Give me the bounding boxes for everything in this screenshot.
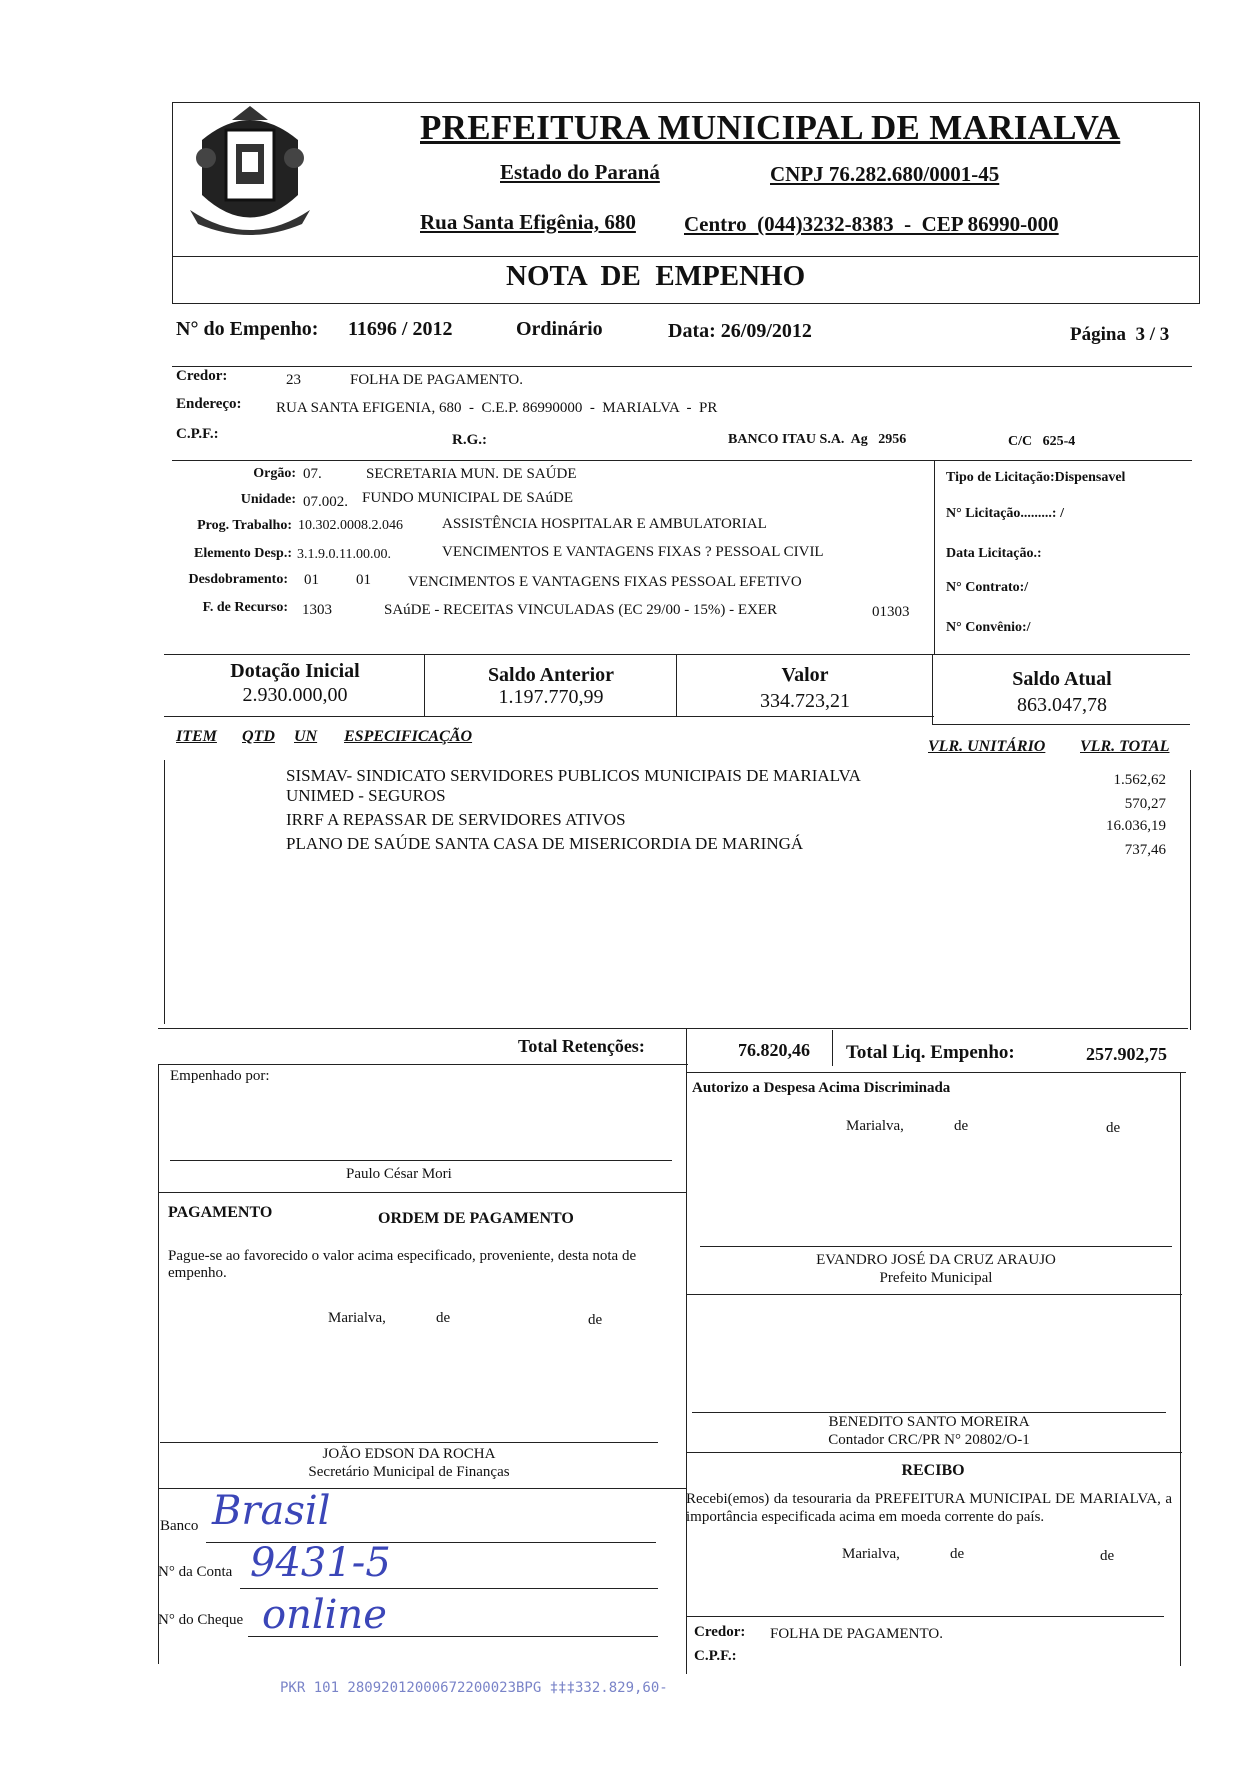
credor-address: RUA SANTA EFIGENIA, 680 - C.E.P. 86990000 - MARIALVA - PR (276, 400, 718, 416)
divider (158, 1064, 688, 1065)
autorizo-label: Autorizo a Despesa Acima Discriminada (692, 1080, 951, 1096)
recibo-cpf-label: C.P.F.: (694, 1648, 737, 1664)
divider (686, 1072, 687, 1674)
banco-label: Banco (160, 1518, 199, 1534)
item-total: 570,27 (1124, 796, 1166, 812)
autorizo-de: de (954, 1118, 969, 1134)
credor-rg-label: R.G.: (452, 432, 487, 448)
desdobramento-label: Desdobramento: (188, 572, 288, 587)
saldo-atual-value: 863.047,78 (1017, 694, 1107, 716)
saldo-anterior-label: Saldo Anterior (487, 664, 615, 686)
prefeito-name: EVANDRO JOSÉ DA CRUZ ARAUJO (816, 1252, 1056, 1268)
orgao-code: 07. (303, 466, 322, 482)
autorizo-place: Marialva, (846, 1118, 904, 1134)
credor-code: 23 (286, 372, 301, 388)
cheque-handwriting: online (262, 1592, 387, 1638)
divider (676, 654, 677, 716)
recurso-code: 1303 (302, 602, 332, 618)
conta-label: N° da Conta (158, 1564, 233, 1580)
recibo-de: de (950, 1546, 965, 1562)
field-line (248, 1636, 658, 1637)
divider (164, 716, 934, 717)
retencoes-label: Total Retenções: (518, 1036, 645, 1056)
signature-line (686, 1616, 1164, 1617)
pagamento-place: Marialva, (328, 1310, 386, 1326)
recurso-label: F. de Recurso: (202, 600, 288, 615)
cheque-label: N° do Cheque (158, 1612, 244, 1628)
unidade-label: Unidade: (240, 492, 296, 507)
pagamento-label: PAGAMENTO (168, 1204, 273, 1221)
banco-handwriting: Brasil (212, 1488, 331, 1534)
recibo-de: de (1100, 1548, 1115, 1564)
dotacao-value: 2.930.000,00 (242, 684, 348, 706)
empenho-date: Data: 26/09/2012 (668, 320, 812, 342)
unidade-code: 07.002. (303, 494, 348, 510)
elemento-name: VENCIMENTOS E VANTAGENS FIXAS ? PESSOAL CIVIL (442, 544, 824, 560)
recibo-place: Marialva, (842, 1546, 900, 1562)
divider (424, 654, 425, 716)
credor-address-label: Endereço: (176, 396, 242, 412)
pagamento-de: de (588, 1312, 603, 1328)
divider (686, 1294, 1182, 1295)
address-label: Rua Santa Efigênia, 680 (420, 210, 636, 234)
liquido-value: 257.902,75 (1086, 1044, 1167, 1064)
data-licitacao: Data Licitação.: (946, 546, 1042, 561)
orgao-label: Orgão: (253, 466, 296, 481)
recurso-name: SAúDE - RECEITAS VINCULADAS (EC 29/00 - 15%) - EXER (384, 602, 778, 618)
col-un: UN (294, 728, 318, 745)
valor-value: 334.723,21 (760, 690, 850, 712)
divider (1190, 770, 1191, 1030)
col-vlr-unitario: VLR. UNITÁRIO (928, 738, 1046, 755)
item-desc: IRRF A REPASSAR DE SERVIDORES ATIVOS (286, 810, 626, 829)
desdobramento-code: 01 (356, 572, 371, 588)
divider (934, 460, 935, 654)
dotacao-label: Dotação Inicial (230, 660, 360, 682)
col-especificacao: ESPECIFICAÇÃO (344, 728, 473, 745)
coat-of-arms-logo (182, 100, 318, 240)
tipo-licitacao: Tipo de Licitação:Dispensavel (946, 470, 1126, 485)
signature-line (170, 1160, 672, 1161)
contador-role: Contador CRC/PR N° 20802/O-1 (828, 1432, 1030, 1448)
credor-label: Credor: (176, 368, 228, 384)
orgao-name: SECRETARIA MUN. DE SAÚDE (366, 466, 577, 482)
field-line (240, 1588, 658, 1589)
programa-code: 10.302.0008.2.046 (298, 518, 403, 533)
unidade-name: FUNDO MUNICIPAL DE SAúDE (362, 490, 573, 506)
numero-licitacao: N° Licitação.........: / (946, 506, 1064, 521)
conta-handwriting: 9431-5 (250, 1540, 391, 1586)
municipality-title: PREFEITURA MUNICIPAL DE MARIALVA (420, 108, 1121, 147)
autorizo-de: de (1106, 1120, 1121, 1136)
programa-label: Prog. Trabalho: (197, 518, 292, 533)
saldo-atual-label: Saldo Atual (1012, 668, 1112, 690)
empenho-number-label: N° do Empenho: (176, 318, 319, 340)
divider (158, 1192, 686, 1193)
recibo-label: RECIBO (901, 1462, 965, 1479)
pagamento-text: Pague-se ao favorecido o valor acima especificado, proveniente, desta nota de empenho. (168, 1248, 637, 1281)
state-label: Estado do Paraná (500, 160, 660, 184)
recurso-code-2: 01303 (872, 604, 910, 620)
divider (686, 1452, 1182, 1453)
numero-convenio: N° Convênio:/ (946, 620, 1031, 635)
divider (172, 366, 1192, 367)
pagamento-de: de (436, 1310, 451, 1326)
elemento-code: 3.1.9.0.11.00.00. (297, 547, 391, 562)
signature-line (692, 1412, 1166, 1413)
desdobramento-code: 01 (304, 572, 319, 588)
cnpj-label: CNPJ 76.282.680/0001-45 (770, 162, 1000, 186)
divider (172, 256, 1198, 257)
signature-line (160, 1442, 658, 1443)
divider (932, 654, 933, 724)
document-title: NOTA DE EMPENHO (506, 260, 806, 292)
retencoes-value: 76.820,46 (738, 1040, 810, 1060)
numero-contrato: N° Contrato:/ (946, 580, 1029, 595)
col-vlr-total: VLR. TOTAL (1080, 738, 1170, 755)
prefeito-role: Prefeito Municipal (879, 1270, 993, 1286)
desdobramento-name: VENCIMENTOS E VANTAGENS FIXAS PESSOAL EFETIVO (408, 574, 802, 590)
recibo-credor-label: Credor: (694, 1624, 746, 1640)
elemento-label: Elemento Desp.: (194, 546, 292, 561)
item-total: 16.036,19 (1106, 818, 1166, 834)
divider (686, 1072, 1186, 1073)
empenho-type: Ordinário (516, 318, 603, 340)
programa-name: ASSISTÊNCIA HOSPITALAR E AMBULATORIAL (442, 516, 767, 532)
credor-account: C/C 625-4 (1008, 434, 1076, 449)
divider (172, 460, 1192, 461)
credor-bank: BANCO ITAU S.A. Ag 2956 (728, 432, 907, 447)
recibo-text: Recebi(emos) da tesouraria da PREFEITURA MUNICIPAL DE MARIALVA, a importância especificada acima em moeda corrente do país. (686, 1491, 1172, 1525)
credor-cpf-label: C.P.F.: (176, 426, 219, 442)
liquido-label: Total Liq. Empenho: (846, 1042, 1015, 1063)
divider (932, 724, 1190, 725)
saldo-anterior-value: 1.197.770,99 (498, 686, 604, 708)
empenho-number: 11696 / 2012 (348, 318, 453, 340)
divider (686, 1028, 687, 1072)
item-desc: PLANO DE SAÚDE SANTA CASA DE MISERICORDIA DE MARINGÁ (286, 834, 804, 853)
divider (164, 654, 1190, 655)
item-total: 737,46 (1124, 842, 1166, 858)
secretario-name: JOÃO EDSON DA ROCHA (322, 1446, 496, 1462)
ordem-pagamento-label: ORDEM DE PAGAMENTO (378, 1210, 574, 1227)
divider (832, 1030, 833, 1066)
secretario-role: Secretário Municipal de Finanças (308, 1464, 510, 1480)
contador-name: BENEDITO SANTO MOREIRA (828, 1414, 1030, 1430)
col-qtd: QTD (242, 728, 275, 745)
contact-label: Centro (044)3232-8383 - CEP 86990-000 (684, 212, 1059, 236)
page-number: Página 3 / 3 (1070, 324, 1170, 345)
empenhado-name: Paulo César Mori (346, 1166, 452, 1182)
item-desc: UNIMED - SEGUROS (286, 786, 446, 805)
item-desc: SISMAV- SINDICATO SERVIDORES PUBLICOS MUNICIPAIS DE MARIALVA (286, 766, 861, 785)
divider (164, 760, 165, 1024)
payment-stamp: PKR 101 28092012000672200023BPG ‡‡‡332.829,60- (280, 1680, 668, 1696)
signature-line (700, 1246, 1172, 1247)
col-item: ITEM (176, 728, 217, 745)
divider (158, 1028, 1188, 1029)
credor-name: FOLHA DE PAGAMENTO. (350, 372, 523, 388)
item-total: 1.562,62 (1113, 772, 1166, 788)
valor-label: Valor (781, 664, 829, 686)
recibo-credor: FOLHA DE PAGAMENTO. (770, 1626, 943, 1642)
divider (1180, 1072, 1181, 1666)
empenhado-label: Empenhado por: (170, 1068, 270, 1084)
